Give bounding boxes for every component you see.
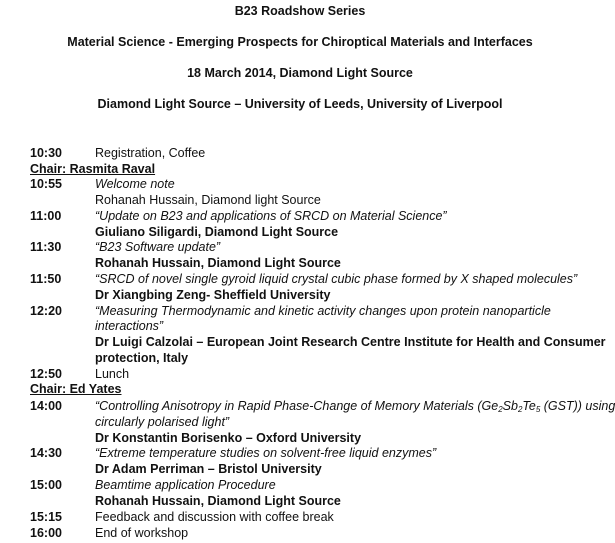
item-registration: Registration, Coffee	[95, 146, 206, 160]
time-1030: 10:30	[30, 146, 62, 160]
item-feedback: Feedback and discussion with coffee break	[95, 510, 334, 524]
talk-title-enzymes: “Extreme temperature studies on solvent-free liquid enzymes”	[95, 446, 437, 460]
speaker-hussain-2: Rohanah Hussain, Diamond Light Source	[95, 494, 341, 508]
time-1600: 16:00	[30, 526, 62, 540]
talk-title-anisotropy-2: circularly polarised light”	[95, 415, 230, 429]
item-lunch: Lunch	[95, 367, 130, 381]
talk-title-software: “B23 Software update”	[95, 240, 221, 254]
talk-title-welcome: Welcome note	[95, 177, 175, 191]
time-1400: 14:00	[30, 399, 62, 413]
talk-title-thermodynamic-2: interactions”	[95, 319, 164, 333]
talk-title-beamtime: Beamtime application Procedure	[95, 478, 276, 492]
speaker-calzolai-2: protection, Italy	[95, 351, 189, 365]
speaker-perriman: Dr Adam Perriman – Bristol University	[95, 462, 322, 476]
item-end: End of workshop	[95, 526, 189, 540]
speaker-zeng: Dr Xiangbing Zeng- Sheffield University	[95, 288, 331, 302]
date-venue: 18 March 2014, Diamond Light Source	[187, 66, 413, 80]
talk-title-thermodynamic-1: “Measuring Thermodynamic and kinetic activity changes upon protein nanoparticle	[95, 304, 551, 318]
time-1250: 12:50	[30, 367, 62, 381]
time-1150: 11:50	[30, 272, 62, 286]
speaker-calzolai-1: Dr Luigi Calzolai – European Joint Research Centre Institute for Health and Consumer	[95, 335, 606, 349]
partners: Diamond Light Source – University of Leeds, University of Liverpool	[97, 97, 503, 111]
chair-session-1: Chair: Rasmita Raval	[30, 162, 156, 176]
time-1430: 14:30	[30, 446, 62, 460]
time-1515: 15:15	[30, 510, 62, 524]
chair-session-2: Chair: Ed Yates	[30, 382, 122, 396]
speaker-siligardi: Giuliano Siligardi, Diamond Light Source	[95, 225, 339, 239]
time-1500: 15:00	[30, 478, 62, 492]
time-1055: 10:55	[30, 177, 62, 191]
talk-title-b23-update: “Update on B23 and applications of SRCD on Material Science”	[95, 209, 447, 223]
talk-title-anisotropy-1: “Controlling Anisotropy in Rapid Phase-Change of Memory Materials ($Ge_2Sb_2Te_5$ (GST)) using	[95, 399, 615, 414]
time-1100: 11:00	[30, 209, 62, 223]
speaker-welcome: Rohanah Hussain, Diamond light Source	[95, 193, 321, 207]
speaker-hussain: Rohanah Hussain, Diamond Light Source	[95, 256, 341, 270]
series-title: B23 Roadshow Series	[234, 4, 366, 18]
talk-title-srcd-gyroid: “SRCD of novel single gyroid liquid crystal cubic phase formed by X shaped molecules”	[95, 272, 578, 286]
time-1220: 12:20	[30, 304, 62, 318]
time-1130: 11:30	[30, 240, 62, 254]
workshop-title: Material Science - Emerging Prospects for Chiroptical Materials and Interfaces	[67, 35, 533, 49]
speaker-borisenko: Dr Konstantin Borisenko – Oxford University	[95, 431, 362, 445]
